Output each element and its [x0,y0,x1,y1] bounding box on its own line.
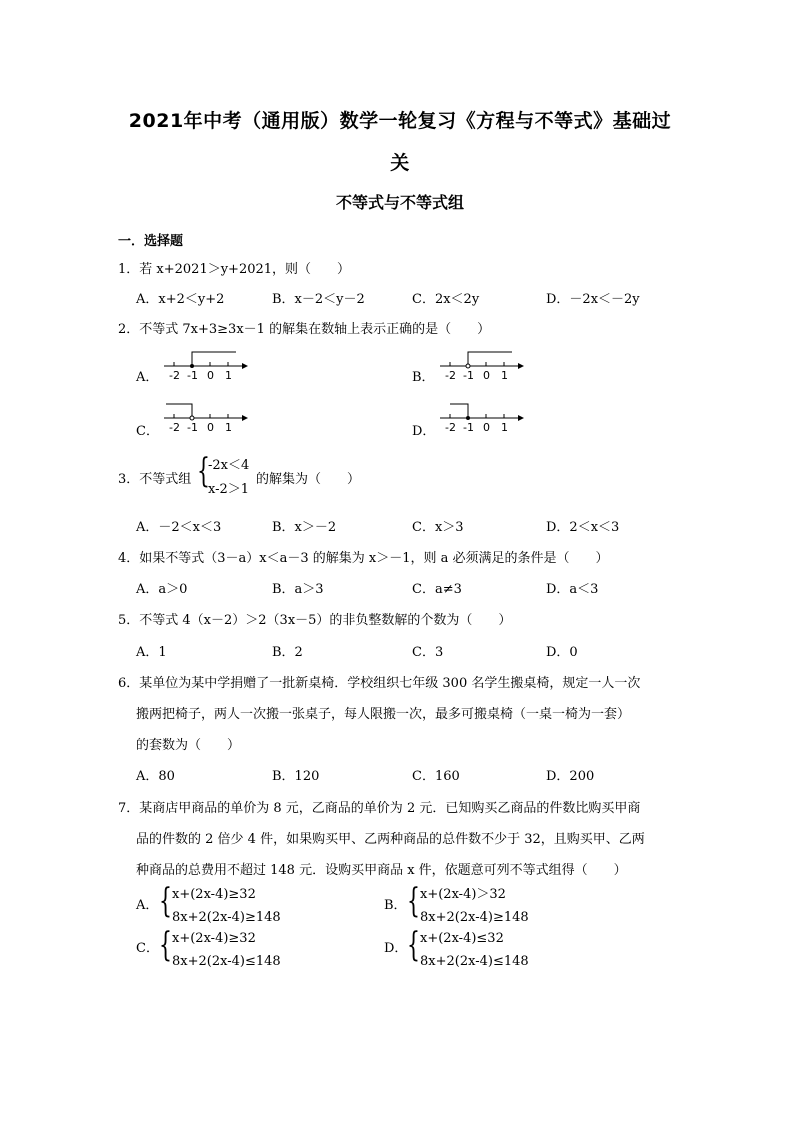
tick-label: 0 [483,369,490,382]
tick-label: -2 [169,421,180,434]
q7-option-b-label: B． [384,898,407,913]
q2-option-b-label: B． [412,370,435,385]
q3-inequality-1: -2x＜4 [208,458,250,473]
tick-label: 0 [207,369,214,382]
tick-label: -2 [445,421,456,434]
tick-label: 1 [501,369,508,382]
tick-label: 1 [501,421,508,434]
tick-label: 0 [207,421,214,434]
brace-symbol: { [197,451,210,491]
section-heading: 一．选择题 [118,234,184,249]
brace-symbol: { [407,881,420,921]
tick-label: -2 [169,369,180,382]
tick-label: -1 [463,421,474,434]
q5-option-b: B．2 [272,645,303,660]
q3-option-c: C．x＞3 [412,520,464,535]
q3-option-d: D．2＜x＜3 [546,520,620,535]
question-7-line-1: 7．某商店甲商品的单价为 8 元，乙商品的单价为 2 元．已知购买乙商品的件数比购买甲商 [118,801,641,816]
q2-option-b-number-line [436,348,526,382]
q5-option-c: C．3 [412,645,444,660]
q3-option-b: B．x＞－2 [272,520,337,535]
tick-label: -1 [463,369,474,382]
tick-label: 1 [225,421,232,434]
question-4-stem: 4．如果不等式（3－a）x＜a－3 的解集为 x＞－1，则 a 必须满足的条件是（ ） [118,551,609,566]
q5-option-d: D．0 [546,645,578,660]
q2-option-c-label: C． [136,424,159,439]
q2-option-a-number-line [160,348,250,382]
q2-option-d-number-line [436,400,526,434]
q7-option-d-label: D． [384,941,408,956]
q2-option-d-label: D． [412,424,436,439]
q3-inequality-2: x-2＞1 [208,482,250,497]
q1-option-a: A．x+2＜y+2 [136,292,225,307]
brace-symbol: { [159,925,172,965]
q6-option-c: C．160 [412,769,460,784]
question-6-line-3: 的套数为（ ） [136,738,241,753]
question-7-line-3: 种商品的总费用不超过 148 元．设购买甲商品 x 件，依题意可列不等式组得（ ） [136,863,627,878]
question-5-stem: 5．不等式 4（x－2）＞2（3x－5）的非负整数解的个数为（ ） [118,613,512,628]
q7-option-c-row-1: x+(2x-4)≥32 [172,931,256,946]
q7-option-d-row-2: 8x+2(2x-4)≤148 [420,954,529,969]
q1-option-d: D．－2x＜－2y [546,292,640,307]
q1-option-c: C．2x＜2y [412,292,480,307]
q5-option-a: A．1 [136,645,167,660]
q7-option-b-row-2: 8x+2(2x-4)≥148 [420,910,529,925]
page-subtitle: 不等式与不等式组 [335,193,464,212]
q7-option-b-row-1: x+(2x-4)＞32 [420,887,506,902]
question-6-line-2: 搬两把椅子，两人一次搬一张桌子，每人限搬一次，最多可搬桌椅（一桌一椅为一套） [136,707,631,722]
q2-option-c-number-line [160,400,250,434]
q1-option-b: B．x－2＜y－2 [272,292,365,307]
q3-option-a: A．－2＜x＜3 [136,520,222,535]
q7-option-a-label: A． [136,898,159,913]
question-7-line-2: 品的件数的 2 倍少 4 件，如果购买甲、乙两种商品的总件数不少于 32，且购买甲、乙两 [136,832,645,847]
tick-label: 0 [483,421,490,434]
q2-option-a-label: A． [136,370,159,385]
tick-label: -1 [187,421,198,434]
question-3-suffix: 的解集为（ ） [256,472,361,487]
q6-option-b: B．120 [272,769,320,784]
q4-option-a: A．a＞0 [136,582,188,597]
q7-option-a-row-1: x+(2x-4)≥32 [172,887,256,902]
q7-option-d-row-1: x+(2x-4)≤32 [420,931,504,946]
page-title-continued: 关 [390,152,410,174]
q4-option-d: D．a＜3 [546,582,599,597]
question-1-stem: 1．若 x+2021＞y+2021，则（ ） [118,262,351,277]
tick-label: 1 [225,369,232,382]
page-title: 2021年中考（通用版）数学一轮复习《方程与不等式》基础过 [128,110,672,132]
q7-option-a-row-2: 8x+2(2x-4)≥148 [172,910,281,925]
q7-option-c-row-2: 8x+2(2x-4)≤148 [172,954,281,969]
question-6-line-1: 6．某单位为某中学捐赠了一批新桌椅．学校组织七年级 300 名学生搬桌椅，规定一人一次 [118,676,641,691]
brace-symbol: { [407,925,420,965]
tick-label: -2 [445,369,456,382]
q4-option-b: B．a＞3 [272,582,324,597]
q6-option-a: A．80 [136,769,175,784]
brace-symbol: { [159,881,172,921]
question-2-stem: 2．不等式 7x+3≥3x－1 的解集在数轴上表示正确的是（ ） [118,322,491,337]
q6-option-d: D．200 [546,769,595,784]
question-3-prefix: 3．不等式组 [118,472,192,487]
q7-option-c-label: C． [136,941,159,956]
q4-option-c: C．a≠3 [412,582,462,597]
tick-label: -1 [187,369,198,382]
